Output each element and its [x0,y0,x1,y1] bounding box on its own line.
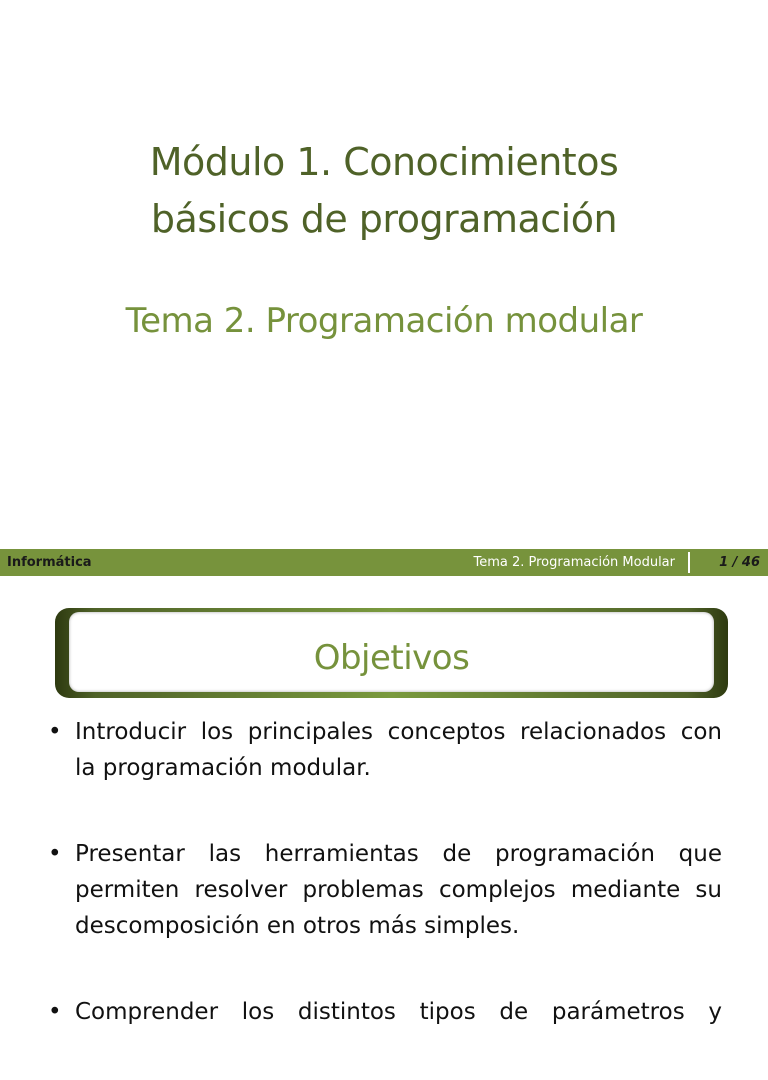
footer-divider [688,552,690,573]
list-item [48,836,722,944]
bullet-dot-icon: • [48,719,62,745]
slide-title [0,134,768,248]
objectives-heading: Objetivos [313,638,470,678]
list-item-line: Introducir los principales conceptos relacionados con [75,719,722,745]
list-item-line: descomposición en otros más simples. [75,913,520,939]
objectives-banner-inner [69,612,714,692]
bullet-dot-icon: • [48,999,62,1025]
list-item [48,994,722,1030]
list-item-line: Comprender los distintos tipos de parámetros y [75,999,722,1025]
list-item-line: Presentar las herramientas de programación que [75,841,722,867]
objectives-banner [55,608,728,698]
footer-course: Informática [7,555,92,570]
list-item-line: permiten resolver problemas complejos mediante su [75,877,722,903]
slide-subtitle: Tema 2. Programación modular [125,301,643,341]
objectives-list [48,714,722,1080]
footer-page-number: 1 / 46 [719,555,760,570]
list-item-line: la programación modular. [75,755,371,781]
slide-footer [0,549,768,576]
slide-title-line-1: Módulo 1. Conocimientos [149,140,619,184]
bullet-dot-icon: • [48,841,62,867]
footer-topic: Tema 2. Programación Modular [473,555,675,570]
list-item [48,714,722,786]
slide-title-line-2: básicos de programación [150,197,618,241]
